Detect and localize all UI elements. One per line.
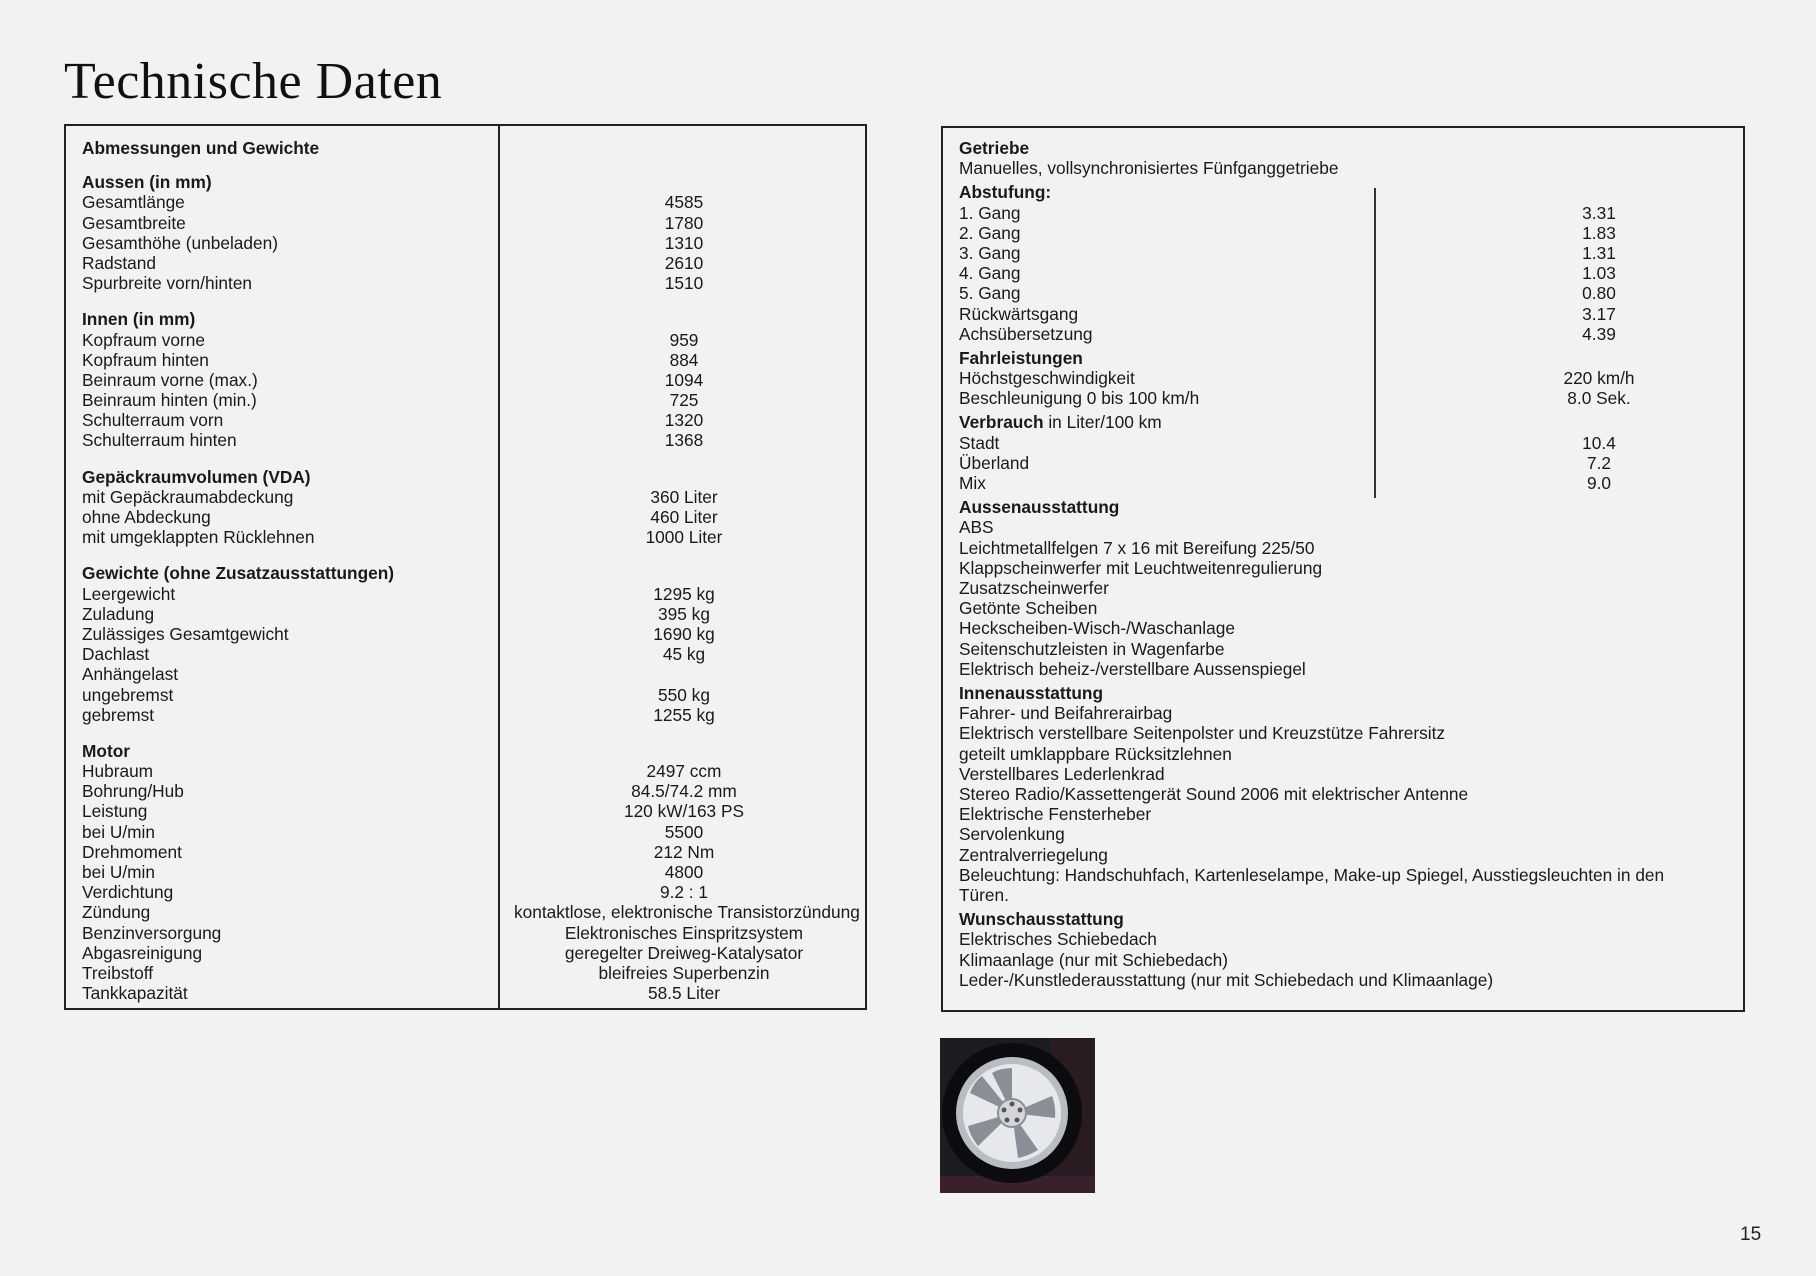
spec-label: bei U/min [82,821,155,842]
spec-label: Schulterraum hinten [82,430,237,451]
spec-label: mit umgeklappten Rücklehnen [82,527,315,548]
section-heading-abstufung: Abstufung: [959,182,1052,203]
spec-label: Zuladung [82,603,155,624]
spec-value: bleifreies Superbenzin [598,962,770,983]
spec-value: 1.83 [1582,222,1616,243]
spec-label: Beschleunigung 0 bis 100 km/h [959,388,1200,409]
spec-label: Leergewicht [82,583,176,604]
equipment-item: Stereo Radio/Kassettengerät Sound 2006 mit elektrischer Antenne [959,784,1469,804]
section-aussen [82,172,862,293]
equipment-item: Klimaanlage (nur mit Schiebedach) [959,949,1228,970]
spec-label: Gesamtbreite [82,212,186,233]
section-heading: Aussen (in mm) [82,172,212,193]
spec-value: kontaktlose, elektronische Transistorzündung [514,902,860,923]
page-title: Technische Daten [64,53,443,110]
spec-row [82,507,862,527]
section-heading: Innen (in mm) [82,309,196,330]
spec-value: 220 km/h [1563,368,1635,389]
spec-value: 2610 [664,252,704,273]
equipment-item: Fahrer- und Beifahrerairbag [959,703,1173,724]
equipment-item: Leichtmetallfelgen 7 x 16 mit Bereifung 225/50 [959,537,1315,558]
spec-row [959,324,1734,344]
spec-label: Zulässiges Gesamtgewicht [82,623,289,644]
section-heading-innenausstattung: Innenausstattung [959,683,1104,703]
spec-row [82,350,862,370]
equipment-item: Elektrisch beheiz-/verstellbare Aussenspiegel [959,658,1306,679]
spec-value: 9.2 : 1 [659,882,709,903]
list-aussenausstattung [959,517,1734,679]
list-wunschausstattung [959,929,1734,990]
spec-row [959,203,1734,223]
spec-value: 4.39 [1582,323,1616,344]
drivetrain-equipment-table [941,126,1745,1012]
spec-row [959,388,1734,408]
equipment-item: Seitenschutzleisten in Wagenfarbe [959,638,1225,659]
equipment-item: Getönte Scheiben [959,598,1098,619]
equipment-item: Elektrisches Schiebedach [959,929,1157,950]
spec-row [82,330,862,350]
spec-row [82,370,862,390]
spec-row [82,862,862,882]
spec-row [82,192,862,212]
spec-row [82,233,862,253]
spec-label: Zündung [82,902,151,923]
section-heading-getriebe: Getriebe [959,138,1030,158]
spec-row [959,283,1734,303]
spec-row [82,685,862,705]
equipment-item: Verstellbares Lederlenkrad [959,763,1165,784]
spec-value: 84.5/74.2 mm [631,781,737,802]
spec-value: 1310 [664,232,704,253]
spec-label: Gesamthöhe (unbeladen) [82,232,278,253]
spec-value: 959 [669,329,699,350]
alloy-wheel-photo [940,1038,1095,1193]
spec-value: 3.17 [1582,303,1616,324]
section-gepaeckraum [82,467,862,548]
spec-value: 7.2 [1586,452,1612,473]
spec-value: 8.0 Sek. [1567,388,1631,409]
spec-value: 395 kg [658,603,710,624]
section-heading-fahrleistungen: Fahrleistungen [959,347,1083,368]
spec-value: 1255 kg [653,704,715,725]
spec-value: 5500 [664,821,704,842]
spec-row [959,304,1734,324]
equipment-item: geteilt umklappbare Rücksitzlehnen [959,743,1232,764]
spec-value: 3.31 [1582,202,1616,223]
spec-value: 10.4 [1582,432,1616,453]
spec-row [82,644,862,664]
spec-value: 9.0 [1586,473,1612,493]
spec-label: Treibstoff [82,962,154,983]
spec-row [82,983,862,1003]
spec-label: Kopfraum hinten [82,349,209,370]
spec-label: gebremst [82,704,155,725]
spec-value: 1.31 [1582,242,1616,263]
spec-value: 2497 ccm [646,761,722,782]
spec-label: 3. Gang [959,242,1021,263]
spec-label: Mix [959,473,986,493]
section-gewichte [82,563,862,725]
spec-row [82,487,862,507]
spec-row [82,390,862,410]
spec-row [959,243,1734,263]
section-heading-abmessungen: Abmessungen und Gewichte [82,138,320,158]
spec-label: Schulterraum vorn [82,410,224,431]
spec-row [959,473,1734,493]
spec-value: 725 [669,390,699,411]
spec-label: Abgasreinigung [82,942,203,963]
spec-value: 0.80 [1582,283,1616,304]
spec-value: 1780 [664,212,704,233]
spec-row [82,604,862,624]
spec-label: Leistung [82,801,148,822]
spec-row [82,664,862,684]
section-heading: Gepäckraumvolumen (VDA) [82,466,311,487]
equipment-item: ABS [959,517,994,538]
spec-row [82,410,862,430]
spec-label: ohne Abdeckung [82,507,211,527]
spec-row [959,223,1734,243]
spec-value: 4800 [664,862,704,882]
equipment-item: Zentralverriegelung [959,844,1108,865]
section-heading: Gewichte (ohne Zusatzausstattungen) [82,563,395,584]
spec-row [82,882,862,902]
section-fahrleistungen [959,368,1734,408]
spec-value: Elektronisches Einspritzsystem [564,922,804,943]
section-abstufung [959,203,1734,344]
spec-label: Beinraum vorne (max.) [82,369,258,390]
spec-label: Dachlast [82,644,150,665]
spec-row [82,430,862,450]
spec-label: 1. Gang [959,202,1021,223]
spec-value: 1368 [664,430,704,451]
spec-row [82,705,862,725]
equipment-item: Elektrische Fensterheber [959,804,1152,825]
spec-label: 4. Gang [959,263,1021,284]
spec-label: Höchstgeschwindigkeit [959,368,1135,389]
spec-value: 884 [669,349,699,370]
section-heading-aussenausstattung: Aussenausstattung [959,497,1120,518]
spec-value: 58.5 Liter [647,983,721,1004]
spec-label: 5. Gang [959,283,1021,304]
spec-row [82,842,862,862]
spec-label: Anhängelast [82,664,179,685]
spec-value: 1000 Liter [645,527,723,548]
spec-row [82,273,862,293]
spec-value: geregelter Dreiweg-Katalysator [564,942,804,963]
spec-label: Stadt [959,432,1000,453]
section-heading-wunschausstattung: Wunschausstattung [959,909,1124,930]
spec-label: mit Gepäckraumabdeckung [82,486,294,507]
spec-label: Kopfraum vorne [82,329,205,350]
spec-row [82,584,862,604]
spec-label: Überland [959,452,1030,473]
spec-row [82,822,862,842]
spec-row [82,923,862,943]
section-motor [82,741,862,1003]
spec-row [82,213,862,233]
spec-value: 1295 kg [653,583,715,604]
spec-label: Hubraum [82,761,154,782]
spec-label: Tankkapazität [82,983,188,1004]
spec-row [82,253,862,273]
spec-value: 360 Liter [650,486,718,507]
spec-value: 212 Nm [653,841,715,862]
equipment-item: Klappscheinwerfer mit Leuchtweitenregulierung [959,557,1323,578]
spec-row [82,624,862,644]
spec-label: Radstand [82,252,156,273]
spec-value: 120 kW/163 PS [623,801,745,822]
spec-label: 2. Gang [959,222,1021,243]
list-innenausstattung [959,703,1699,905]
spec-row [82,761,862,781]
equipment-item: Zusatzscheinwerfer [959,577,1109,598]
spec-value: 1094 [664,369,704,390]
spec-row [82,527,862,547]
spec-value: 45 kg [662,644,706,665]
equipment-item: Servolenkung [959,824,1065,845]
equipment-item: Beleuchtung: Handschuhfach, Kartenleselampe, Make-up Spiegel, Ausstiegsleuchten in den Türen. [959,864,1665,906]
spec-label: ungebremst [82,684,174,705]
spec-label: Beinraum hinten (min.) [82,390,257,411]
spec-row [82,781,862,801]
spec-row [959,453,1734,473]
spec-value: 460 Liter [650,507,718,527]
spec-value: 1510 [664,273,704,294]
spec-label: Rückwärtsgang [959,303,1079,324]
spec-row [959,433,1734,453]
spec-label: Bohrung/Hub [82,781,184,802]
page-number: 15 [1740,1224,1762,1245]
column-divider-right [1374,188,1376,498]
spec-value: 1.03 [1582,263,1616,284]
spec-label: bei U/min [82,862,155,882]
spec-row [82,801,862,821]
spec-value: 1320 [664,410,704,431]
spec-row [959,263,1734,283]
spec-label: Achsübersetzung [959,323,1093,344]
equipment-item: Elektrisch verstellbare Seitenpolster und Kreuzstütze Fahrersitz [959,723,1446,744]
dimensions-weights-table [64,124,867,1010]
spec-value: 550 kg [658,684,710,705]
section-innen [82,309,862,450]
spec-row [82,943,862,963]
spec-label: Verdichtung [82,882,174,903]
spec-label: Drehmoment [82,841,182,862]
spec-row [82,902,862,922]
equipment-item: Heckscheiben-Wisch-/Waschanlage [959,618,1235,639]
section-heading: Motor [82,740,130,761]
section-verbrauch [959,433,1734,494]
spec-label: Spurbreite vorn/hinten [82,273,253,294]
spec-row [959,368,1734,388]
equipment-item: Leder-/Kunstlederausstattung (nur mit Schiebedach und Klimaanlage) [959,969,1494,990]
spec-value: 1690 kg [653,623,715,644]
spec-label: Benzinversorgung [82,922,222,943]
spec-row [82,963,862,983]
section-heading-verbrauch: Verbrauch in Liter/100 km [959,412,1162,433]
spec-label: Gesamtlänge [82,192,185,213]
getriebe-text: Manuelles, vollsynchronisiertes Fünfganggetriebe [959,158,1339,179]
spec-value: 4585 [664,192,704,213]
